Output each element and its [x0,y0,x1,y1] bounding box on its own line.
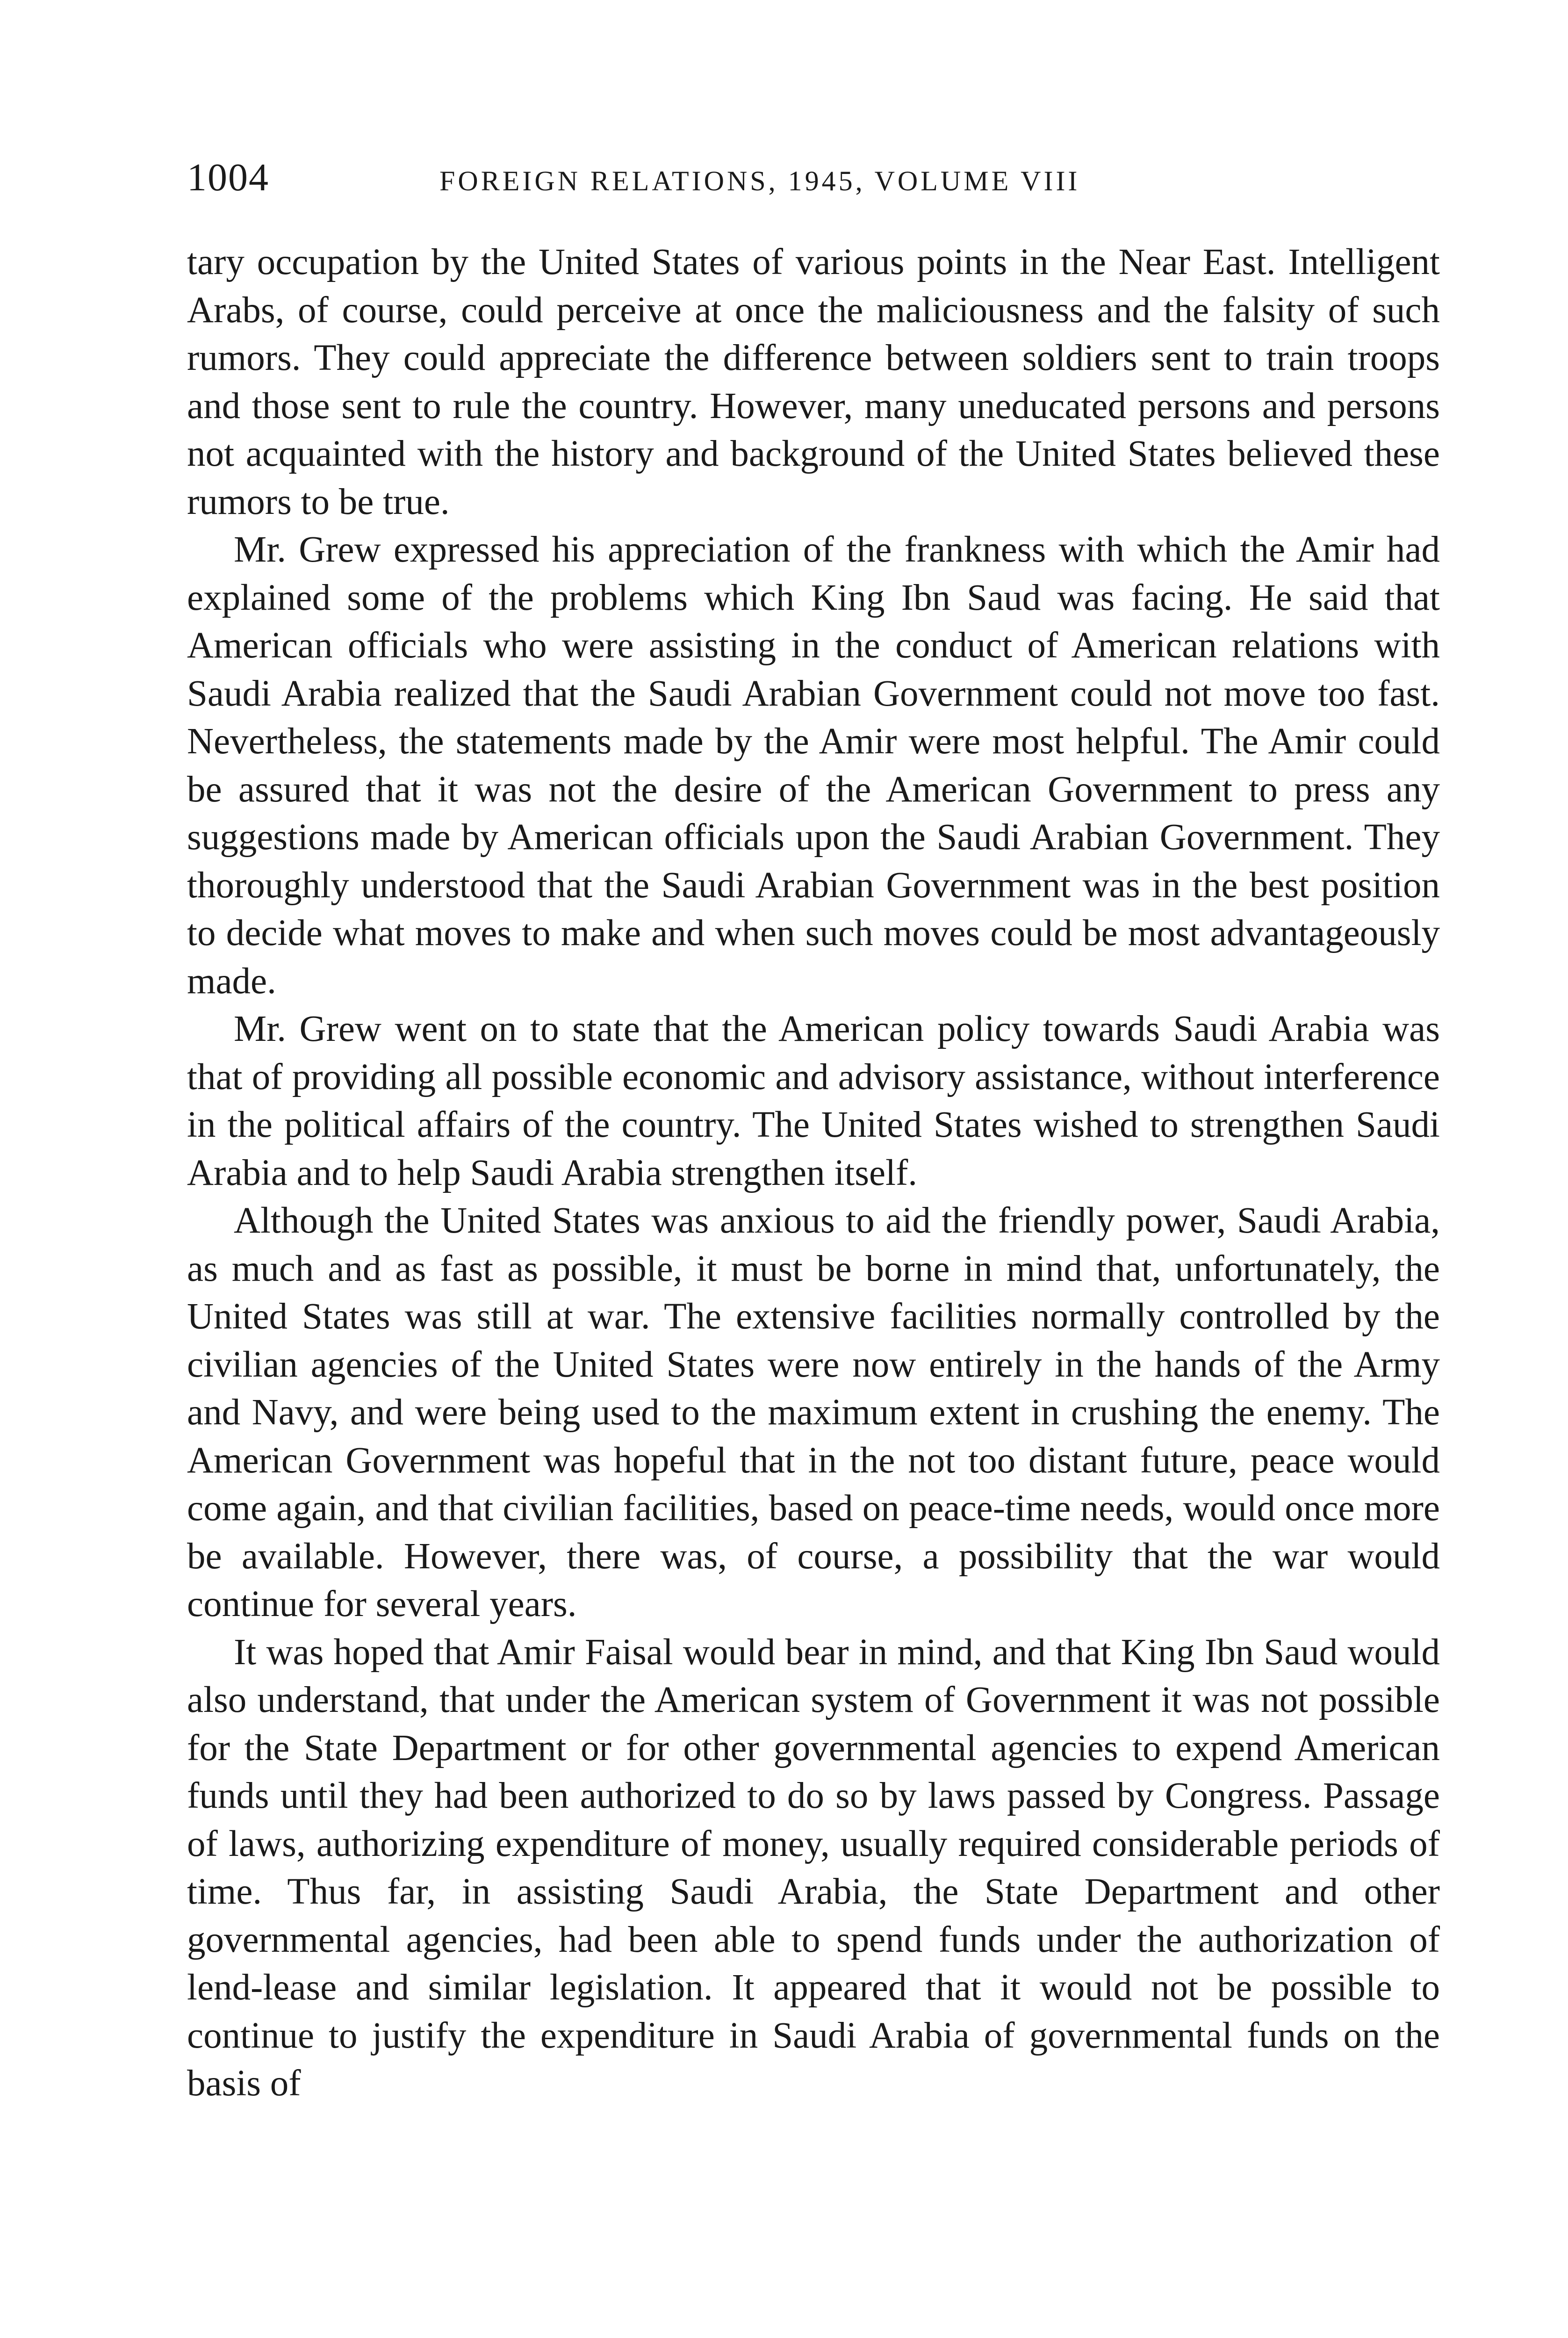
body-text [187,238,1440,2108]
paragraph: Mr. Grew went on to state that the American policy towards Saudi Arabia was that of providing all possible economic and advisory assistance, without interference in the political affairs of the country. The United States wished to strengthen Saudi Arabia and to help Saudi Arabia strengthen itself. [187,1009,1440,1193]
page-number: 1004 [187,156,269,199]
running-head: FOREIGN RELATIONS, 1945, VOLUME VIII [439,166,1080,196]
paragraph: Mr. Grew expressed his appreciation of the frankness with which the Amir had explained some of the problems which King Ibn Saud was facing. He said that American officials who were assisting in the conduct of American relations with Saudi Arabia realized that the Saudi Arabian Government could not move too fast. Nevertheless, the statements made by the Amir were most helpful. The Amir could be assured that it was not the desire of the American Government to press any suggestions made by American officials upon the Saudi Arabian Government. They thoroughly understood that the Saudi Arabian Government was in the best position to decide what moves to make and when such moves could be most advantageously made. [187,529,1440,1002]
paragraph-continued: tary occupation by the United States of various points in the Near East. Intelligent Arabs, of course, could perceive at once the maliciousness and the falsity of such rumors. They could appreciate the difference between soldiers sent to train troops and those sent to rule the country. However, many uneducated persons and persons not acquainted with the history and background of the United States believed these rumors to be true. [187,242,1440,522]
paragraph: It was hoped that Amir Faisal would bear in mind, and that King Ibn Saud would also understand, that under the American system of Government it was not possible for the State Department or for other governmental agencies to expend American funds until they had been authorized to do so by laws passed by Congress. Passage of laws, authorizing expenditure of money, usually required considerable periods of time. Thus far, in assisting Saudi Arabia, the State Department and other governmental agencies, had been able to spend funds under the authorization of lend-lease and similar legislation. It appeared that it would not be possible to continue to justify the expenditure in Saudi Arabia of governmental funds on the basis of [187,1631,1440,2104]
paragraph: Although the United States was anxious to aid the friendly power, Saudi Arabia, as much and as fast as possible, it must be borne in mind that, unfortunately, the United States was still at war. The extensive facilities normally controlled by the civilian agencies of the United States were now entirely in the hands of the Army and Navy, and were being used to the maximum extent in crushing the enemy. The American Government was hopeful that in the not too distant future, peace would come again, and that civilian facilities, based on peace-time needs, would once more be available. However, there was, of course, a possibility that the war would continue for several years. [187,1200,1440,1624]
page-header [187,154,1440,210]
